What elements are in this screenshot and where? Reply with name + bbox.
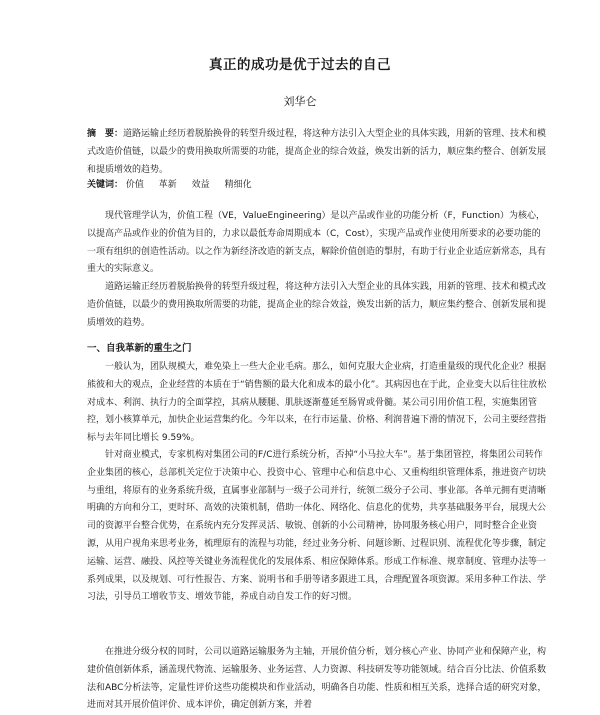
body-paragraph-3: 一般认为，团队规模大，难免染上一些大企业毛病。那么，如何克服大企业病，打造重量级的现代化企业？根据熊彼和大的观点，企业经营的本质在于“销售额的最大化和成本的最小化”。其病因也在于此，企业变大以后往往放松对成本、利润、执行力的全面掌控，其病从腰腿、肌肤逐渐蔓延至肠胃或骨髓。某公司引用价值工程，实施集团管控，划小核算单元，加快企业运营集约化。今年以来，在行市运量、价格、利润普遍下滑的情况下，公司主要经营指标与去年同比增长 9.59%。 <box>87 362 547 444</box>
keyword-term: 精细化 <box>224 180 252 190</box>
keywords <box>87 179 264 191</box>
body-paragraph-2: 道路运输正经历着脱胎换骨的转型升级过程，将这种方法引入大型企业的具体实践，用新的管理、技术和模式改造价值链，以最少的费用换取所需要的功能，提高企业的综合效益，焕发出新的活力，顺应集约整合、创新发展和提质增效的趋势。 <box>87 282 547 328</box>
abstract-label: 摘 要： <box>87 129 124 139</box>
abstract <box>87 126 547 179</box>
author-name: 刘华仑 <box>283 95 317 108</box>
section-heading: 一、自我革新的重生之门 <box>87 343 192 354</box>
abstract-text: 道路运输止经历着脱胎换骨的转型升级过程，将这种方法引入大型企业的具体实践，用新的管理、技术和模式改造价值链，以最少的费用换取所需要的功能，提高企业的综合效益，焕发出新的活力，顺应集约整合、创新发展和提质增效的趋势。 <box>87 129 547 175</box>
keyword-term: 效益 <box>191 180 210 190</box>
body-paragraph-5: 在推进分级分权的同时，公司以道路运输服务为主轴，开展价值分析，划分核心产业、协同产业和保障产业，构建价值创新体系，涵盖现代物流、运输服务、业务运营、人力资源、科技研发等功能领域。结合百分比法、价值系数法和ABC分析法等，定量性评价这些功能模块和作业活动，明确各自功能、性质和相互关系，选择合适的研究对象，进而对其开展价值评价、成本评价，确定创新方案，并着 <box>87 647 547 711</box>
keywords-label: 关键词： <box>87 180 124 190</box>
body-paragraph-4: 针对商业模式，专家机构对集团公司的F/C进行系统分析，否掉“小马拉大车”。基于集团管控，将集团公司转作企业集团的核心，总部机关定位于决策中心、投资中心、管理中心和信息中心、又重构组织管理体系，推进资产切块与重组，将原有的业务系统升级，直属事业部制与一级子公司并行，统领二级分子公司、事业部。各单元拥有更清晰明确的方向和分工，更时环、高效的决策机制，借助一体化、网络化、信息化的优势，共享基础服务平台，展现大公司的资源平台整合优势，在系统内充分发挥灵活、敏锐、创新的小公司精神，协同服务核心用户，同时整合企业资源，从用户视角来思考业务，梳理原有的流程与功能，经过业务分析、问题诊断、过程识别、流程优化等步骤，制定运输、运营、融投、风控等关键业务流程优化的发展体系、相应保障体系。形成工作标准、规章制度、管理办法等一系列成果，以及规划、可行性报告、方案、说明书和手册等诸多跟进工具，合理配置各项资源。采用多种工作法、学习法，引导员工增收节支、增效节能，养成自动自发工作的好习惯。 <box>87 450 547 603</box>
paper-title: 真正的成功是优于过去的自己 <box>209 57 391 73</box>
body-paragraph-1: 现代管理学认为，价值工程（VE，ValueEngineering）是以产品或作业的功能分析（F，Function）为核心，以提高产品或作业的价值为目的，力求以最低寿命周期成本（C，Cost），实现产品或作业使用所要求的必要功能的一项有组织的创造性活动。以之作为新经济改造的新支点，解除价值创造的掣肘，有助于行业企业适应新常态，具有重大的实际意义。 <box>87 211 547 275</box>
keyword-term: 价值 <box>125 180 144 190</box>
keyword-term: 革新 <box>158 180 177 190</box>
